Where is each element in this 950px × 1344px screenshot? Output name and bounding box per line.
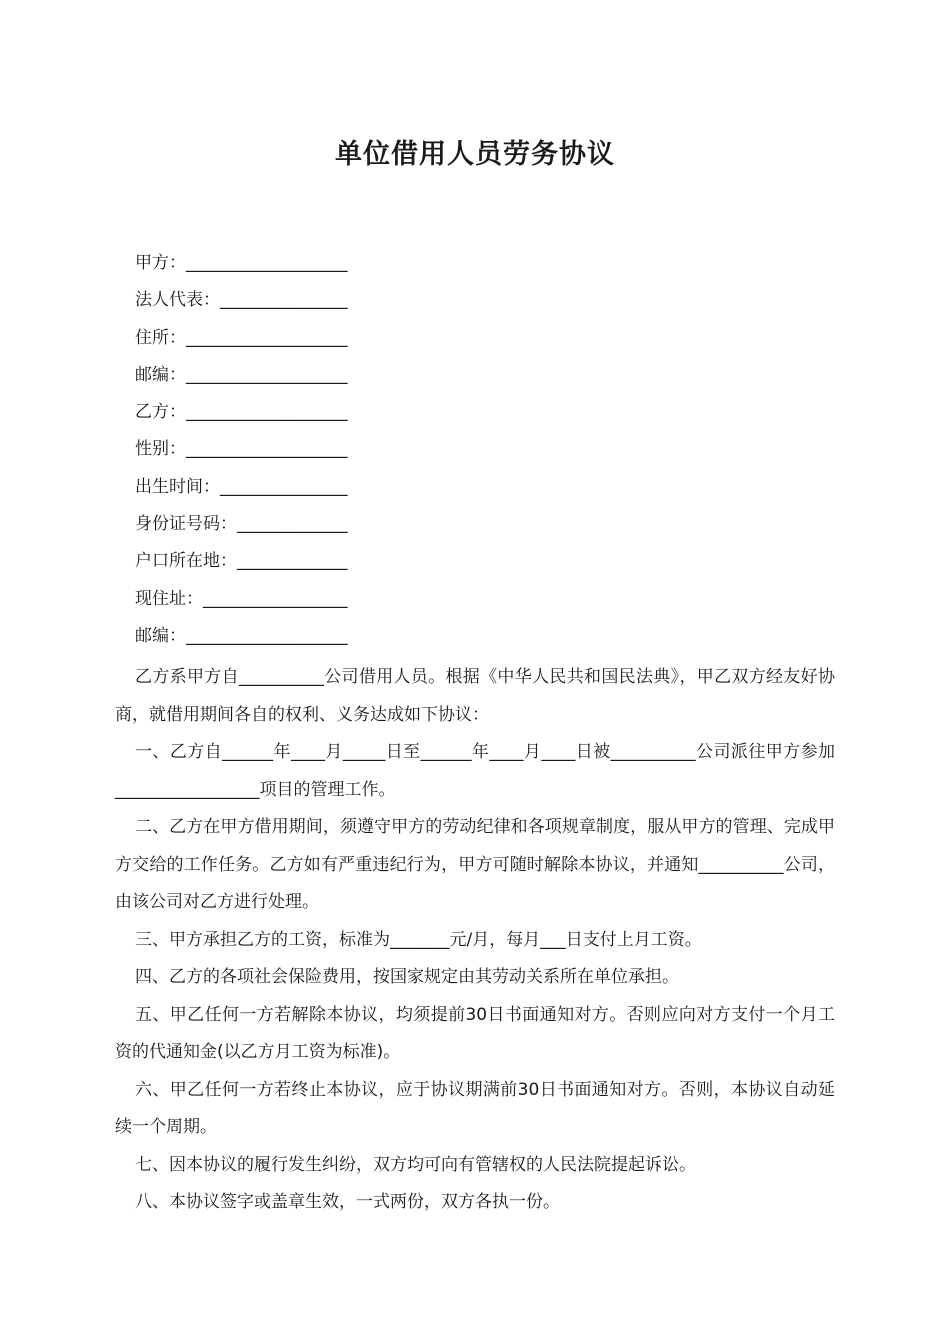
party-a-field: 甲方：___________________ <box>135 253 348 273</box>
clause-1: 一、乙方自______年____月_____日至______年____月____日被__________公司派往甲方参加_________________项目的管理工作。 <box>115 742 835 800</box>
postcode-field-2: 邮编：___________________ <box>135 625 348 646</box>
intro-paragraph: 乙方系甲方自__________公司借用人员。根据《中华人民共和国民法典》，甲乙双方经友好协商，就借用期间各自的权利、义务达成如下协议： <box>115 667 835 725</box>
clause-5: 五、甲乙任何一方若解除本协议，均须提前30日书面通知对方。否则应向对方支付一个月工资的代通知金(以乙方月工资为标准)。 <box>115 1004 835 1062</box>
agreement-body <box>115 659 835 1222</box>
clause-6: 六、甲乙任何一方若终止本协议，应于协议期满前30日书面通知对方。否则，本协议自动延续一个周期。 <box>115 1079 835 1137</box>
birth-date-field: 出生时间：_______________ <box>135 476 348 497</box>
clause-4: 四、乙方的各项社会保险费用，按国家规定由其劳动关系所在单位承担。 <box>135 967 679 987</box>
clause-7: 七、因本协议的履行发生纠纷，双方均可向有管辖权的人民法院提起诉讼。 <box>135 1154 696 1175</box>
household-registration-field: 户口所在地：_____________ <box>135 551 348 572</box>
party-b-field: 乙方：___________________ <box>135 402 348 423</box>
id-number-field: 身份证号码：_____________ <box>135 514 348 535</box>
postcode-field: 邮编：___________________ <box>135 364 348 385</box>
clause-2: 二、乙方在甲方借用期间，须遵守甲方的劳动纪律和各项规章制度，服从甲方的管理、完成甲方交给的工作任务。乙方如有严重违纪行为，甲方可随时解除本协议，并通知__________公司，由该公司对乙方进行处理。 <box>115 817 835 912</box>
address-field: 住所：___________________ <box>135 327 348 348</box>
document-title: 单位借用人员劳务协议 <box>335 139 615 170</box>
clause-3: 三、甲方承担乙方的工资，标准为_______元/月，每月___日支付上月工资。 <box>135 929 702 950</box>
current-address-field: 现住址：_________________ <box>135 588 348 609</box>
party-info-fields <box>135 250 395 660</box>
gender-field: 性别：___________________ <box>135 439 348 460</box>
legal-representative-field: 法人代表：_______________ <box>135 290 348 311</box>
clause-8: 八、本协议签字或盖章生效，一式两份，双方各执一份。 <box>135 1192 560 1212</box>
